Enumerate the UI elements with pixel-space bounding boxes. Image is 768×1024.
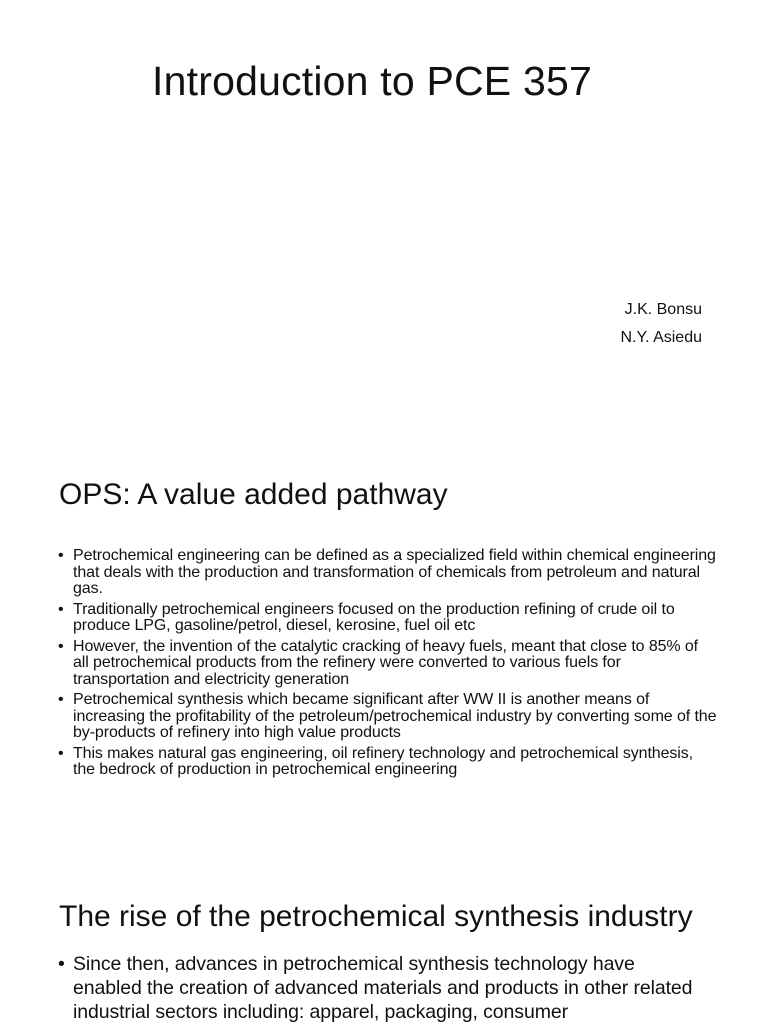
bullet-text: Traditionally petrochemical engineers focused on the production refining of crude oil to produce LPG, gasoline/petrol, diesel, kerosine, fuel oil etc xyxy=(73,600,675,634)
bullet-text: Petrochemical synthesis which became significant after WW II is another means of increasing the profitability of the petroleum/petrochemical industry by converting some of the by-products of refinery into high value products xyxy=(73,691,717,741)
slide-title xyxy=(0,0,768,440)
bullet-item xyxy=(58,692,718,742)
bullet-dot-icon: • xyxy=(58,637,64,655)
bullet-text: However, the invention of the catalytic cracking of heavy fuels, meant that close to 85% of all petrochemical products from the refinery were converted to various fuels for transportation and electricity generation xyxy=(73,637,699,688)
bullet-item xyxy=(58,952,708,1024)
slide-petrochemical-synthesis-rise xyxy=(0,860,768,1024)
bullet-item xyxy=(58,639,718,689)
bullet-dot-icon: • xyxy=(58,600,64,618)
bullet-item xyxy=(58,746,718,779)
bullet-item xyxy=(58,548,718,598)
slide-title-heading: Introduction to PCE 357 xyxy=(152,58,592,104)
bullet-list xyxy=(58,548,718,783)
bullet-text: This makes natural gas engineering, oil refinery technology and petrochemical synthesis, the bedrock of production in petrochemical engineering xyxy=(73,744,693,778)
author-name: J.K. Bonsu xyxy=(624,301,702,318)
bullet-list xyxy=(58,952,708,1024)
bullet-text: Since then, advances in petrochemical synthesis technology have enabled the creation of advanced materials and products in other related industrial sectors including: apparel, packaging, consumer xyxy=(73,953,693,1023)
bullet-dot-icon: • xyxy=(58,744,64,762)
bullet-dot-icon: • xyxy=(58,953,65,975)
slide-heading: OPS: A value added pathway xyxy=(59,478,448,511)
slide-value-added-pathway xyxy=(0,440,768,860)
author-list xyxy=(620,296,702,352)
slide-heading: The rise of the petrochemical synthesis industry xyxy=(59,900,693,933)
author-name: N.Y. Asiedu xyxy=(620,329,702,346)
bullet-text: Petrochemical engineering can be defined as a specialized field within chemical engineering that deals with the production and transformation of chemicals from petroleum and natural gas. xyxy=(73,547,716,597)
bullet-item xyxy=(58,602,718,635)
bullet-dot-icon: • xyxy=(58,547,64,564)
bullet-dot-icon: • xyxy=(58,691,64,708)
